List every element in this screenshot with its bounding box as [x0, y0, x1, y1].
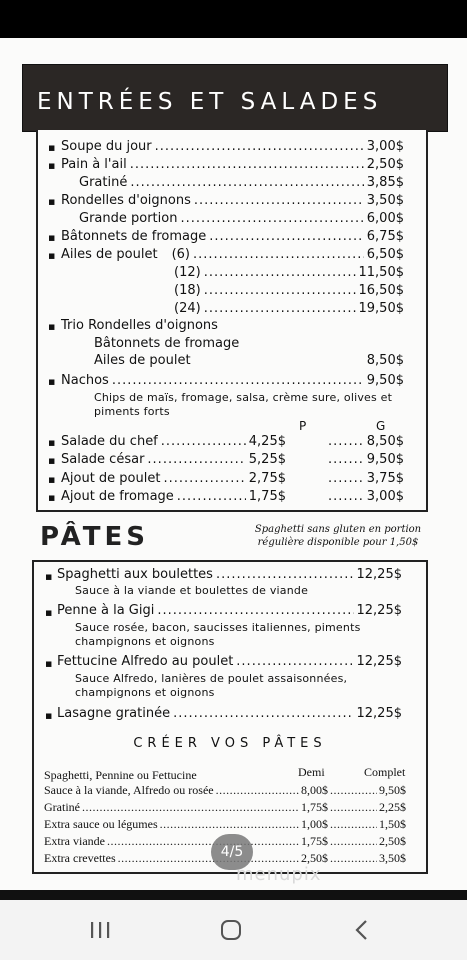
back-icon [352, 919, 372, 941]
salad-price-g: ..... 8,50$ [328, 434, 404, 450]
bullet-icon: ▪ [48, 491, 56, 504]
menu-item: Pain à l'ail ..... 2,50$ [61, 157, 404, 173]
menu-item: Fettucine Alfredo au poulet ..... 12,25$ [57, 654, 402, 670]
col-header-demi: Demi [298, 765, 325, 779]
creer-title: CRÉER VOS PÂTES [133, 736, 327, 751]
bullet-icon: ▪ [48, 436, 56, 449]
bullet-icon: ▪ [48, 375, 56, 388]
menu-item: Penne à la Gigi ..... 12,25$ [57, 603, 402, 619]
size-header-p: P [299, 419, 307, 433]
item-description: Sauce rosée, bacon, saucisses italiennes, piments [75, 621, 361, 634]
section-title-entrees: ENTRÉES ET SALADES [37, 89, 383, 115]
salad-item: Salade du chef ..... 4,25$ [61, 434, 286, 450]
menu-item: Ailes de poulet (6) ..... 6,50$ [61, 247, 404, 263]
status-bar [0, 0, 467, 38]
creer-row: Extra crevettes ..... 2,50$ [44, 851, 328, 866]
bullet-icon: ▪ [48, 231, 56, 244]
menu-item: Bâtonnets de fromage ..... 6,75$ [61, 229, 404, 245]
bullet-icon: ▪ [45, 709, 53, 722]
menu-item: Rondelles d'oignons ..... 3,50$ [61, 193, 404, 209]
menu-item: Lasagne gratinée ..... 12,25$ [57, 706, 402, 722]
salad-item: Ajout de poulet ..... 2,75$ [61, 471, 286, 487]
bullet-icon: ▪ [48, 454, 56, 467]
item-description: piments forts [94, 405, 170, 418]
recent-apps-icon [89, 920, 111, 940]
salad-item: Ajout de fromage ..... 1,75$ [61, 489, 286, 505]
bullet-icon: ▪ [48, 249, 56, 262]
menu-item: Ailes de poulet 8,50$ [94, 353, 404, 368]
creer-row: Gratiné ..... 1,75$ [44, 800, 328, 815]
creer-row: Extra viande ..... 1,75$ [44, 834, 328, 849]
creer-row: Extra sauce ou légumes ..... 1,00$ [44, 817, 328, 832]
gluten-note: Spaghetti sans gluten en portion régulière disponible pour 1,50$ [254, 524, 422, 548]
menu-item: (18) ..... 16,50$ [174, 283, 404, 299]
salad-price-g: ..... 3,00$ [328, 489, 404, 505]
item-description: Sauce à la viande et boulettes de viande [75, 584, 309, 597]
page-indicator: 4/5 [211, 834, 253, 870]
recent-apps-button[interactable] [80, 914, 120, 946]
bullet-icon: ▪ [48, 159, 56, 172]
bullet-icon: ▪ [48, 195, 56, 208]
home-button[interactable] [211, 914, 251, 946]
bullet-icon: ▪ [48, 141, 56, 154]
viewer-bottom-bar [0, 890, 467, 900]
creer-row-complet: ..... 2,25$ [330, 800, 406, 815]
menu-item: Nachos ..... 9,50$ [61, 373, 404, 389]
section-title-pates: PÂTES [40, 522, 149, 552]
menu-item: (12) ..... 11,50$ [174, 265, 404, 281]
creer-row: Sauce à la viande, Alfredo ou rosée ..... 8,00$ [44, 783, 328, 798]
menu-item: Spaghetti aux boulettes ..... 12,25$ [57, 567, 402, 583]
size-header-g: G [376, 419, 386, 433]
menu-item: (24) ..... 19,50$ [174, 301, 404, 317]
navigation-bar [0, 900, 467, 960]
item-description: champignons et oignons [75, 635, 215, 648]
menu-item: Grande portion ..... 6,00$ [79, 211, 404, 227]
bullet-icon: ▪ [45, 570, 53, 583]
bullet-icon: ▪ [48, 473, 56, 486]
menu-item: Gratiné ..... 3,85$ [79, 175, 404, 191]
bullet-icon: ▪ [48, 320, 56, 333]
item-description: champignons et oignons [75, 686, 215, 699]
creer-row-complet: ..... 2,50$ [330, 834, 406, 849]
creer-row-complet: ..... 3,50$ [330, 851, 406, 866]
bullet-icon: ▪ [45, 657, 53, 670]
trio-line-1: Trio Rondelles d'oignons [61, 318, 218, 333]
creer-row-complet: ..... 9,50$ [330, 783, 406, 798]
trio-line-2: Bâtonnets de fromage [94, 336, 240, 351]
creer-base: Spaghetti, Pennine ou Fettucine [44, 768, 197, 782]
salad-price-g: ..... 9,50$ [328, 452, 404, 468]
salad-price-g: ..... 3,75$ [328, 471, 404, 487]
salad-item: Salade césar ..... 5,25$ [61, 452, 286, 468]
section-banner [22, 64, 448, 132]
menu-item: Soupe du jour ..... 3,00$ [61, 139, 404, 155]
home-icon [219, 918, 243, 942]
item-description: Sauce Alfredo, lanières de poulet assaisonnées, [75, 672, 348, 685]
creer-row-complet: ..... 1,50$ [330, 817, 406, 832]
back-button[interactable] [342, 914, 382, 946]
col-header-complet: Complet [364, 765, 406, 779]
item-description: Chips de maïs, fromage, salsa, crème sure, olives et [94, 391, 393, 404]
bullet-icon: ▪ [45, 606, 53, 619]
watermark-text: menupix [236, 864, 322, 885]
